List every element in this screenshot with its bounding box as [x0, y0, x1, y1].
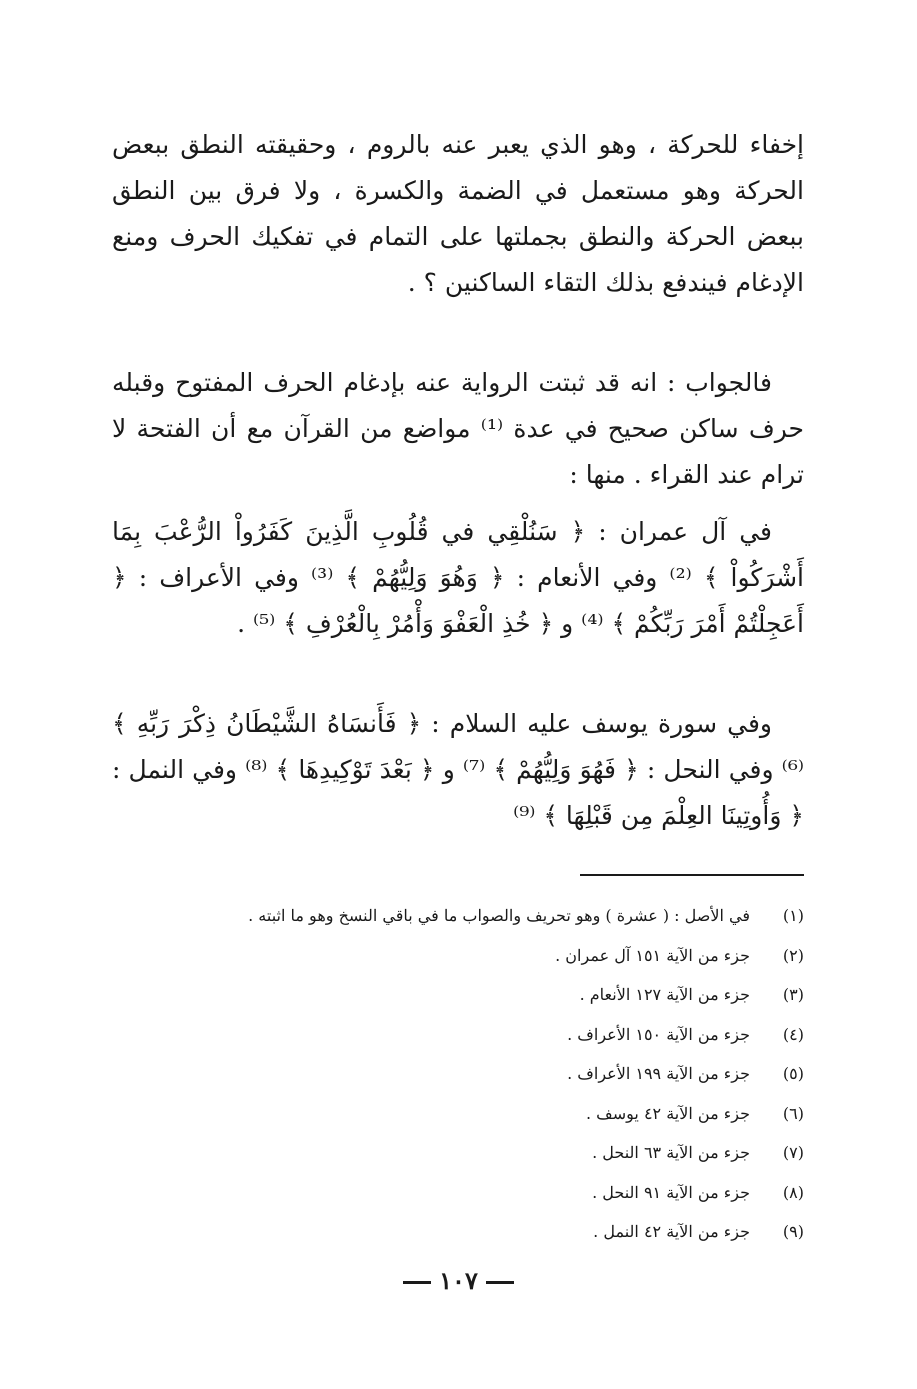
footnote-number: (٢)	[782, 945, 804, 965]
paragraph-text: فالجواب : انه قد ثبتت الرواية عنه بإدغام الحرف المفتوح وقبله حرف ساكن صحيح في عدة ⁽¹⁾ مواضع من القرآن مع أن الفتحة لا ترام عند القراء . منها :	[112, 368, 804, 489]
footnote-number: (٩)	[782, 1222, 804, 1241]
page-number-dash-left	[403, 1281, 431, 1284]
paragraph-text: وفي سورة يوسف عليه السلام : ﴿ فَأَنسَاهُ الشَّيْطَانُ ذِكْرَ رَبِّهِ ﴾ ⁽⁶⁾ وفي النحل : ﴿ فَهُوَ وَلِيُّهُمْ ﴾ ⁽⁷⁾ و ﴿ بَعْدَ تَوْكِيدِهَا ﴾ ⁽⁸⁾ وفي النمل : ﴿ وَأُوتِينَا العِلْمَ مِن قَبْلِهَا ﴾ ⁽⁹⁾	[112, 709, 804, 830]
footnote-number: (٣)	[782, 985, 804, 1004]
footnote-text: جزء من الآية ١٥٠ الأعراف .	[567, 1024, 750, 1044]
footnote-number: (٦)	[782, 1103, 804, 1123]
page-number-value: ١٠٧	[439, 1266, 478, 1295]
footnote-text: في الأصل : ( عشرة ) وهو تحريف والصواب ما في باقي النسخ وهو ما اثبته .	[248, 906, 750, 925]
body-paragraph-2	[112, 360, 804, 498]
footnote-number: (٨)	[782, 1182, 804, 1202]
body-paragraph-4	[112, 701, 804, 839]
footnote-item	[200, 1212, 804, 1252]
paragraph-text: إخفاء للحركة ، وهو الذي يعبر عنه بالروم ، وحقيقته النطق ببعض الحركة وهو مستعمل في الضمة والكسرة ، ولا فرق بين النطق ببعض الحركة والنطق بجملتها على التمام في تفكيك الحرف ومنع الإدغام فيندفع بذلك التقاء الساكنين ؟ .	[112, 130, 804, 297]
footnote-item	[200, 1054, 804, 1094]
footnote-item	[200, 1015, 804, 1055]
footnote-text: جزء من الآية ٦٣ النحل .	[592, 1143, 750, 1162]
footnote-text: جزء من الآية ١٢٧ الأنعام .	[579, 985, 750, 1004]
footnote-text: جزء من الآية ١٥١ آل عمران .	[555, 945, 750, 965]
footnote-item	[200, 896, 804, 936]
footnote-number: (٥)	[782, 1064, 804, 1083]
body-paragraph-1	[112, 122, 804, 306]
page-number	[0, 1266, 917, 1295]
footnote-item	[200, 1094, 804, 1134]
footnotes-list	[200, 896, 804, 1252]
footnote-text: جزء من الآية ٩١ النحل .	[592, 1182, 750, 1202]
footnote-text: جزء من الآية ٤٢ النمل .	[593, 1222, 750, 1241]
footnote-number: (٧)	[782, 1143, 804, 1162]
footnote-item	[200, 1173, 804, 1213]
body-paragraph-3	[112, 509, 804, 647]
footnote-text: جزء من الآية ٤٢ يوسف .	[586, 1103, 750, 1123]
page-number-dash-right	[486, 1281, 514, 1284]
footnote-divider	[580, 874, 804, 876]
paragraph-text: في آل عمران : ﴿ سَنُلْقِي في قُلُوبِ الَّذِينَ كَفَرُواْ الرُّعْبَ بِمَا أَشْرَكُواْ ﴾ ⁽²⁾ وفي الأنعام : ﴿ وَهُوَ وَلِيُّهُمْ ﴾ ⁽³⁾ وفي الأعراف : ﴿ أَعَجِلْتُمْ أَمْرَ رَبِّكُمْ ﴾ ⁽⁴⁾ و ﴿ خُذِ الْعَفْوَ وَأْمُرْ بِالْعُرْفِ ﴾ ⁽⁵⁾ .	[112, 517, 805, 638]
footnote-item	[200, 1133, 804, 1173]
footnote-item	[200, 936, 804, 976]
footnote-number: (٤)	[782, 1024, 804, 1044]
footnote-number: (١)	[782, 906, 804, 925]
footnote-text: جزء من الآية ١٩٩ الأعراف .	[567, 1064, 750, 1083]
footnote-item	[200, 975, 804, 1015]
